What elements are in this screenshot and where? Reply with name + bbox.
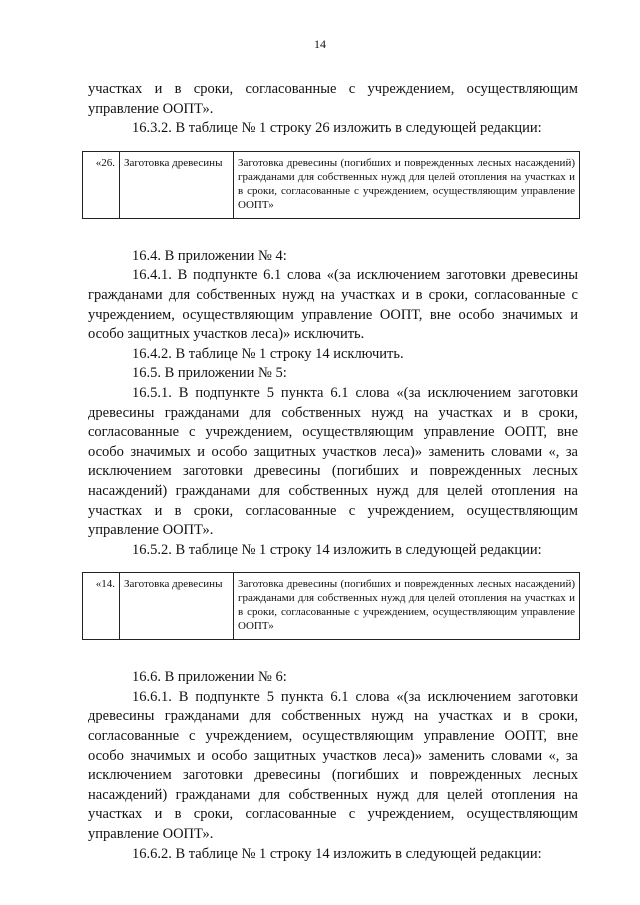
table-row	[83, 573, 580, 640]
table-cell-description: Заготовка древесины (погибших и поврежденных лесных насаждений) гражданами для собственных нужд для целей отопления на участках и в сроки, согласованные с учреждением, осуществляющим управление ООПТ»	[234, 573, 580, 640]
paragraph-16-5-2: 16.5.2. В таблице № 1 строку 14 изложить в следующей редакции:	[132, 541, 542, 558]
table-cell-number: «26.	[83, 151, 120, 218]
document-body	[88, 80, 578, 864]
table-cell-name: Заготовка древесины	[120, 151, 234, 218]
paragraph-16-6: 16.6. В приложении № 6:	[132, 669, 287, 686]
paragraph-16-5-1: 16.5.1. В подпункте 5 пункта 6.1 слова «(за исключением заготовки древесины гражданами для собственных нужд на участках и в сроки, согласованные с учреждением, осуществляющим управление ООПТ, вне особо значимых и особо защитных участков леса)» заменить словами «, за исключением заготовки древесины (погибших и поврежденных лесных насаждений) гражданами для собственных нужд для целей отопления на участках и в сроки, согласованные с учреждением, осуществляющим управление ООПТ».	[88, 384, 578, 539]
paragraph-16-5: 16.5. В приложении № 5:	[132, 365, 287, 382]
table-cell-number: «14.	[83, 573, 120, 640]
amendment-table-row-26	[82, 151, 580, 219]
page-number: 14	[314, 37, 326, 51]
paragraph-16-4-1: 16.4.1. В подпункте 6.1 слова «(за исключением заготовки древесины гражданами для собственных нужд на участках и в сроки, согласованные с учреждением, осуществляющим управление ООПТ, вне особо значимых и особо защитных участков леса)» исключить.	[88, 267, 578, 343]
table-row	[83, 151, 580, 218]
paragraph-16-6-1: 16.6.1. В подпункте 5 пункта 6.1 слова «(за исключением заготовки древесины гражданами для собственных нужд на участках и в сроки, согласованные с учреждением, осуществляющим управление ООПТ, вне особо значимых и особо защитных участков леса)» заменить словами «, за исключением заготовки древесины (погибших и поврежденных лесных насаждений) гражданами для собственных нужд для целей отопления на участках и в сроки, согласованные с учреждением, осуществляющим управление ООПТ».	[88, 688, 578, 843]
paragraph-16-4-2: 16.4.2. В таблице № 1 строку 14 исключить.	[132, 345, 404, 362]
amendment-table-row-14	[82, 572, 580, 640]
table-cell-name: Заготовка древесины	[120, 573, 234, 640]
paragraph-16-3-2: 16.3.2. В таблице № 1 строку 26 изложить в следующей редакции:	[132, 120, 542, 137]
table-cell-description: Заготовка древесины (погибших и поврежденных лесных насаждений) гражданами для собственных нужд для целей отопления на участках и в сроки, согласованные с учреждением, осуществляющим управление ООПТ»	[234, 151, 580, 218]
paragraph-16-6-2: 16.6.2. В таблице № 1 строку 14 изложить в следующей редакции:	[132, 845, 542, 862]
paragraph-16-4: 16.4. В приложении № 4:	[132, 247, 287, 264]
paragraph-continuation: участках и в сроки, согласованные с учреждением, осуществляющим управление ООПТ».	[88, 81, 578, 117]
